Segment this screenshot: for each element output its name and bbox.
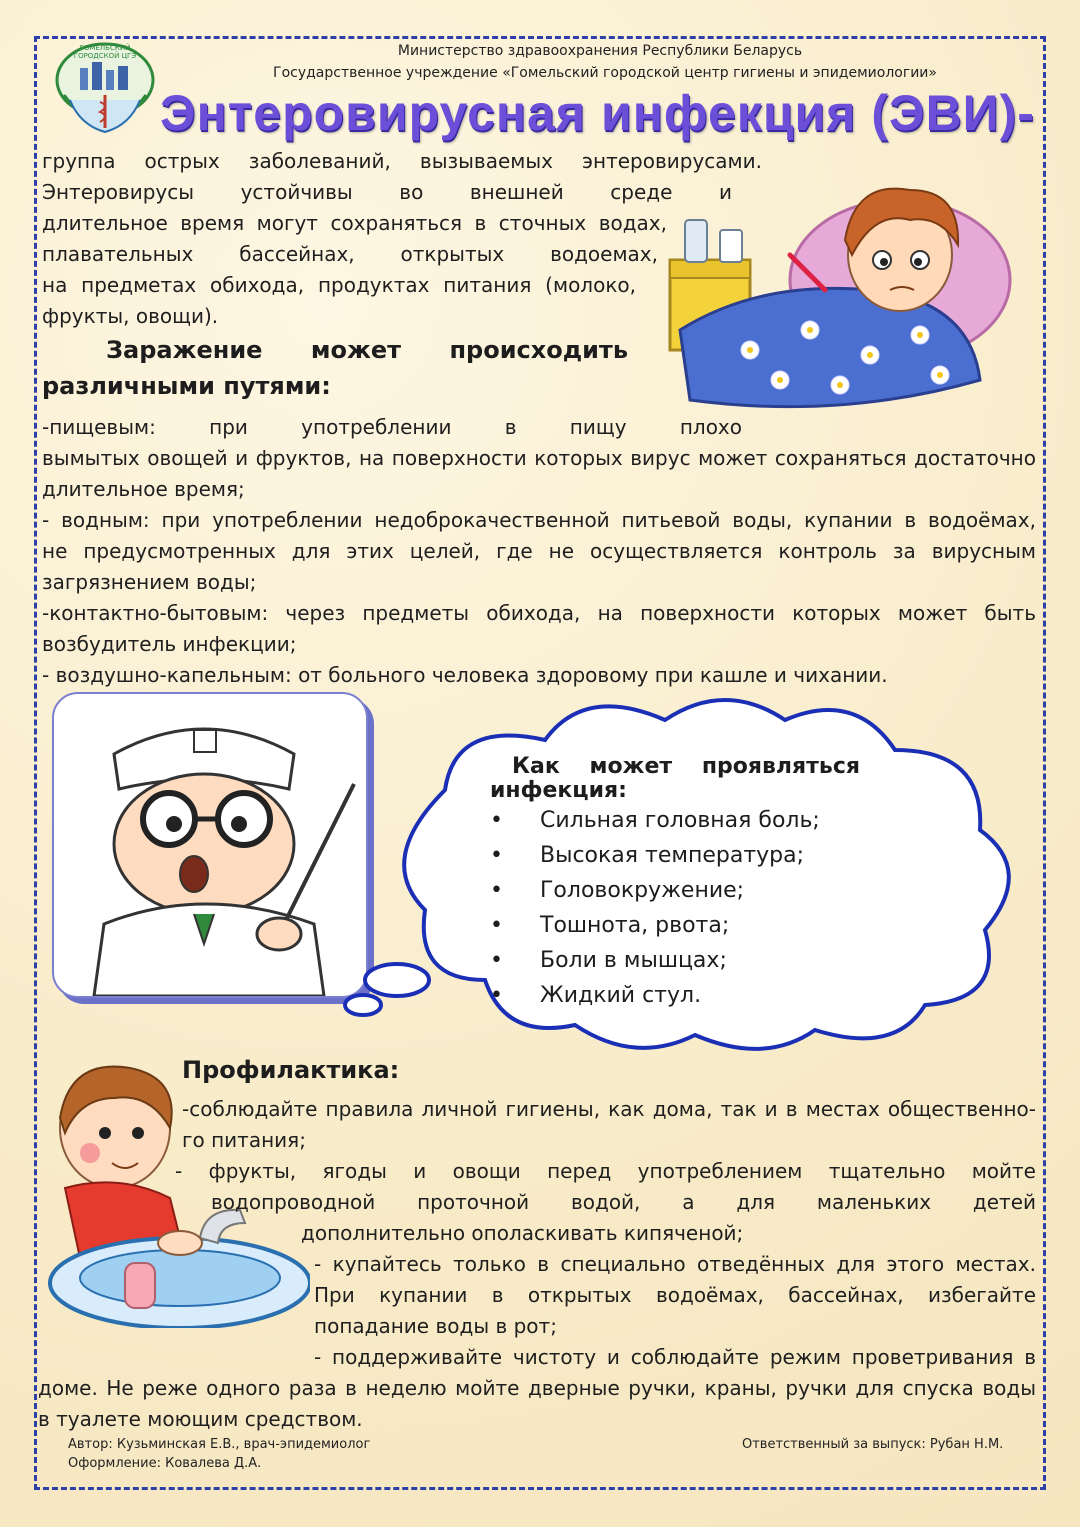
prevention-line: - купайтесь только в специально отведённых для этого местах. <box>314 1252 1036 1276</box>
doctor-icon <box>54 694 366 996</box>
prevention-line: в туалете моющим средством. <box>38 1407 363 1431</box>
intro-line: группа острых заболеваний, вызываемых энтеровирусами. <box>42 149 762 173</box>
transmission-heading-line: Заражение может происходить <box>106 336 628 364</box>
intro-line: фрукты, овощи). <box>42 304 219 328</box>
prevention-line: дополнительно ополаскивать кипяченой; <box>301 1221 744 1245</box>
transmission-line: - воздушно-капельным: от больного человека здоровому при кашле и чихании. <box>42 663 888 687</box>
prevention-line: доме. Не реже одного раза в неделю мойте дверные ручки, краны, ручки для спуска воды <box>38 1376 1036 1400</box>
prevention-text <box>182 1094 1036 1156</box>
page-title: Энтеровирусная инфекция (ЭВИ)- <box>160 85 1035 141</box>
prevention-line: При купании в открытых водоёмах, бассейнах, избегайте <box>314 1283 1036 1307</box>
logo <box>50 40 160 140</box>
transmission-line: возбудитель инфекции; <box>42 632 297 656</box>
symptoms-list <box>490 803 860 1013</box>
footer-design: Оформление: Ковалева Д.А. <box>68 1456 262 1471</box>
transmission-text <box>42 412 1036 691</box>
prevention-text-2 <box>175 1156 1036 1249</box>
institution-name: Государственное учреждение «Гомельский городской центр гигиены и эпидемиологии» <box>273 65 937 81</box>
symptom-item: • Тошнота, рвота; <box>490 908 860 943</box>
symptom-item: • Жидкий стул. <box>490 978 860 1013</box>
symptom-item: • Головокружение; <box>490 873 860 908</box>
footer-author: Автор: Кузьминская Е.В., врач-эпидемиолог <box>68 1437 371 1452</box>
prevention-line: -соблюдайте правила личной гигиены, как дома, так и в местах общественно- <box>182 1097 1036 1121</box>
prevention-line: попадание воды в рот; <box>314 1314 557 1338</box>
transmission-line: не предусмотренных для этих целей, где не осуществляется контроль за вирусным <box>42 539 1036 563</box>
prevention-text-3 <box>314 1249 1036 1373</box>
ministry-name: Министерство здравоохранения Республики Беларусь <box>397 43 803 59</box>
symptom-item: • Сильная головная боль; <box>490 803 860 838</box>
intro-line: плавательных бассейнах, открытых водоемах, <box>42 242 658 266</box>
sick-child-in-bed-icon <box>640 160 1040 440</box>
intro-line: Энтеровирусы устойчивы во внешней среде и <box>42 180 732 204</box>
symptoms-cloud <box>335 680 1040 1060</box>
symptom-item: • Высокая температура; <box>490 838 860 873</box>
transmission-line: вымытых овощей и фруктов, на поверхности которых вирус может сохраняться достаточно <box>42 446 1036 470</box>
transmission-line: -контактно-бытовым: через предметы обихода, на поверхности которых может быть <box>42 601 1036 625</box>
transmission-heading <box>42 336 628 400</box>
prevention-line: - поддерживайте чистоту и соблюдайте режим проветривания в <box>314 1345 1036 1369</box>
intro-line: длительное время могут сохраняться в сточных водах, <box>42 211 667 235</box>
symptoms-heading <box>490 755 860 803</box>
logo-text: ГОМЕЛЬСКИЙ ГОРОДСКОЙ ЦГЭ <box>73 44 137 60</box>
prevention-text-4 <box>38 1373 1036 1435</box>
prevention-line: водопроводной проточной водой, а для маленьких детей <box>211 1190 1036 1214</box>
intro-line: на предметах обихода, продуктах питания (молоко, <box>42 273 636 297</box>
symptoms-heading-line: Как может проявляться <box>512 754 860 779</box>
transmission-line: -пищевым: при употреблении в пищу плохо <box>42 415 742 439</box>
transmission-line: длительное время; <box>42 477 245 501</box>
transmission-line: - водным: при употреблении недоброкачественной питьевой воды, купании в водоёмах, <box>42 508 1036 532</box>
sick-child-illustration <box>640 160 1040 440</box>
prevention-line: - фрукты, ягоды и овощи перед употреблением тщательно мойте <box>175 1159 1036 1183</box>
footer-responsible: Ответственный за выпуск: Рубан Н.М. <box>742 1437 1004 1452</box>
prevention-line: го питания; <box>182 1128 306 1152</box>
prevention-heading: Профилактика: <box>182 1056 400 1084</box>
transmission-heading-line: различными путями: <box>42 372 331 400</box>
symptoms-heading-line: инфекция: <box>490 778 627 803</box>
symptoms-content <box>490 755 860 1013</box>
doctor-illustration <box>52 692 368 998</box>
transmission-line: загрязнением воды; <box>42 570 257 594</box>
symptom-item: • Боли в мышцах; <box>490 943 860 978</box>
